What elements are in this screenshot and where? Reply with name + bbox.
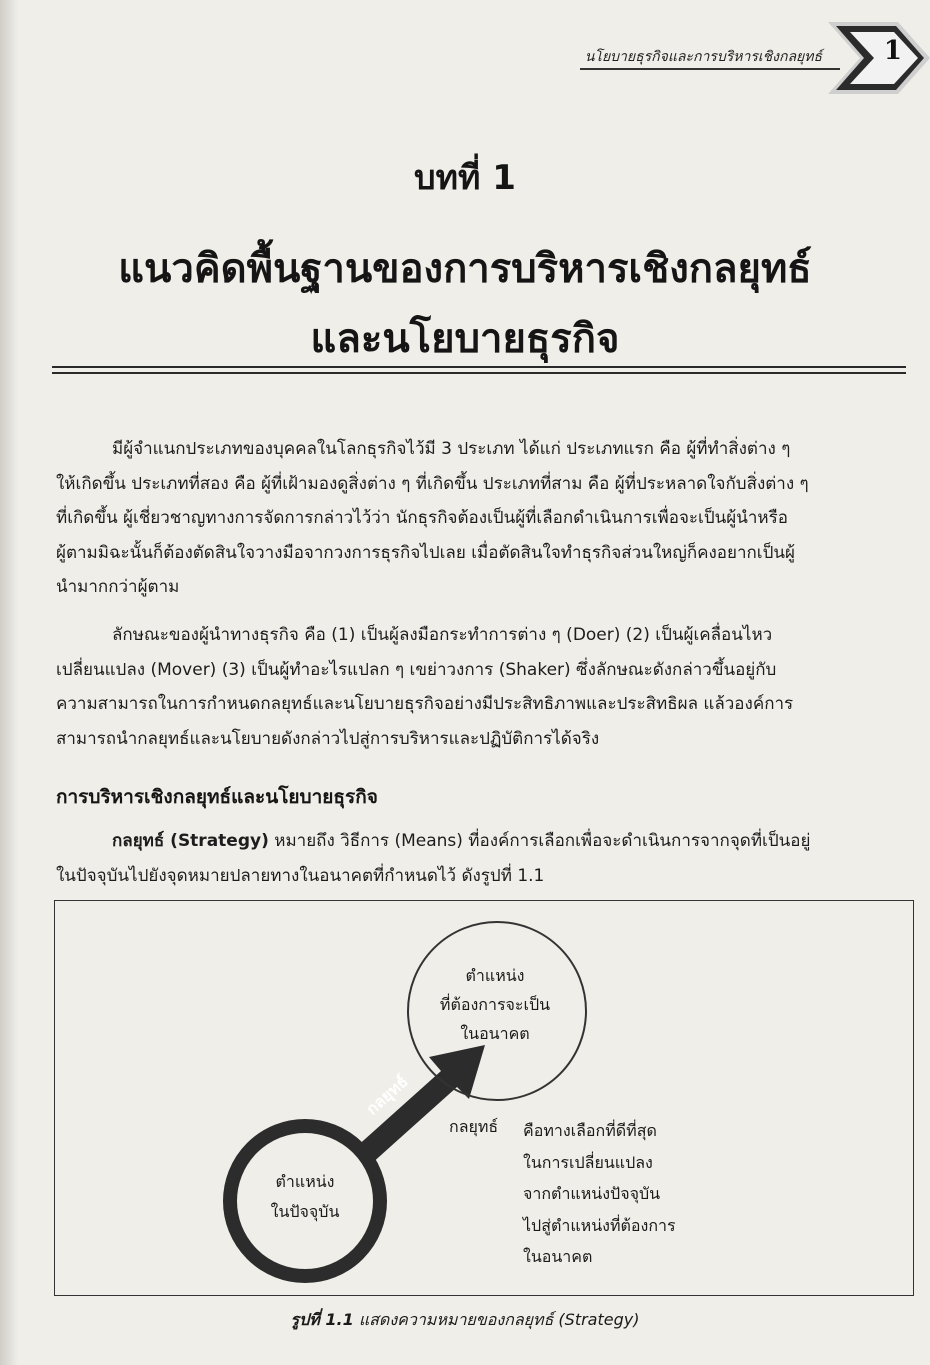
- figure-strategy-diagram: [54, 900, 914, 1296]
- running-head: นโยบายธุรกิจและการบริหารเชิงกลยุทธ์: [584, 49, 822, 65]
- header-rule: [580, 68, 840, 70]
- figure-caption-text: แสดงความหมายของกลยุทธ์ (Strategy): [358, 1310, 640, 1329]
- paragraph-line: มีผู้จำแนกประเภทของบุคคลในโลกธุรกิจไว้มี 3 ประเภท ได้แก่ ประเภทแรก คือ ผู้ที่ทำสิ่งต่าง ๆ: [112, 439, 791, 459]
- paragraph-line: ที่เกิดขึ้น ผู้เชี่ยวชาญทางการจัดการกล่าวไว้ว่า นักธุรกิจต้องเป็นผู้ที่เลือกดำเนินการเพื่อจะเป็นผู้นำหรือ: [56, 508, 788, 528]
- paragraph-leader-traits: [56, 618, 904, 756]
- page-tab-arrow-icon: [828, 22, 930, 94]
- paragraph-line: นำมากกว่าผู้ตาม: [56, 577, 180, 597]
- current-position-line: ตำแหน่ง: [275, 1172, 335, 1191]
- definition-line: จากตำแหน่งปัจจุบัน: [523, 1184, 661, 1203]
- current-position-label: [237, 1167, 373, 1227]
- definition-line: คือทางเลือกที่ดีที่สุด: [523, 1121, 657, 1140]
- title-rule-bottom: [52, 372, 906, 374]
- strategy-definition-text: หมายถึง วิธีการ (Means) ที่องค์การเลือกเพื่อจะดำเนินการจากจุดที่เป็นอยู่: [268, 831, 811, 851]
- page-edge-shadow: [0, 0, 18, 1365]
- paragraph-line: ลักษณะของผู้นำทางธุรกิจ คือ (1) เป็นผู้ลงมือกระทำการต่าง ๆ (Doer) (2) เป็นผู้เคลื่อนไหว: [112, 625, 773, 645]
- definition-line: ในอนาคต: [523, 1247, 593, 1266]
- paragraph-line: ผู้ตามมิฉะนั้นก็ต้องตัดสินใจวางมือจากวงการธุรกิจไปเลย เมื่อตัดสินใจทำธุรกิจส่วนใหญ่ก็คงอยากเป็นผู้: [56, 542, 795, 563]
- paragraph-line: สามารถนำกลยุทธ์และนโยบายดังกล่าวไปสู่การบริหารและปฏิบัติการได้จริง: [56, 728, 600, 749]
- future-position-line: ที่ต้องการจะเป็น: [439, 995, 551, 1014]
- figure-caption-label: รูปที่ 1.1: [290, 1310, 354, 1329]
- paragraph-line: ให้เกิดขึ้น ประเภทที่สอง คือ ผู้ที่เฝ้ามองดูสิ่งต่าง ๆ ที่เกิดขึ้น ประเภทที่สาม คือ ผู้ที่ประหลาดใจกับสิ่งต่าง ๆ: [56, 473, 809, 494]
- definition-term: กลยุทธ์: [449, 1117, 499, 1136]
- paragraph-leader-types: [56, 432, 904, 605]
- paragraph-line: [56, 824, 904, 859]
- paragraph-line: เปลี่ยนแปลง (Mover) (3) เป็นผู้ทำอะไรแปลก ๆ เขย่าวงการ (Shaker) ซึ่งลักษณะดังกล่าวขึ้นอยู่กับ: [56, 659, 777, 680]
- strategy-term: กลยุทธ์ (Strategy): [112, 831, 269, 851]
- future-position-label: [407, 961, 583, 1048]
- chapter-title-line2: และนโยบายธุรกิจ: [310, 316, 620, 362]
- paragraph-strategy-definition: [56, 824, 904, 893]
- strategy-arrow-label: กลยุทธ์: [362, 1071, 412, 1119]
- definition-line: ในการเปลี่ยนแปลง: [523, 1152, 653, 1172]
- paragraph-line: ความสามารถในการกำหนดกลยุทธ์และนโยบายธุรกิจอย่างมีประสิทธิภาพและประสิทธิผล แล้วองค์การ: [56, 694, 794, 714]
- section-heading: การบริหารเชิงกลยุทธ์และนโยบายธุรกิจ: [56, 786, 378, 808]
- future-position-line: ในอนาคต: [460, 1024, 530, 1043]
- definition-text: [523, 1115, 676, 1273]
- current-position-line: ในปัจจุบัน: [270, 1202, 340, 1221]
- definition-line: ไปสู่ตำแหน่งที่ต้องการ: [523, 1215, 676, 1235]
- future-position-line: ตำแหน่ง: [465, 966, 525, 985]
- paragraph-line: ในปัจจุบันไปยังจุดหมายปลายทางในอนาคตที่กำหนดไว้ ดังรูปที่ 1.1: [56, 865, 545, 886]
- title-rule-top: [52, 366, 906, 368]
- chapter-label: บทที่ 1: [414, 158, 516, 198]
- page-number: 1: [883, 36, 902, 66]
- chapter-title-line1: แนวคิดพื้นฐานของการบริหารเชิงกลยุทธ์: [118, 246, 812, 292]
- figure-caption: [0, 1308, 930, 1333]
